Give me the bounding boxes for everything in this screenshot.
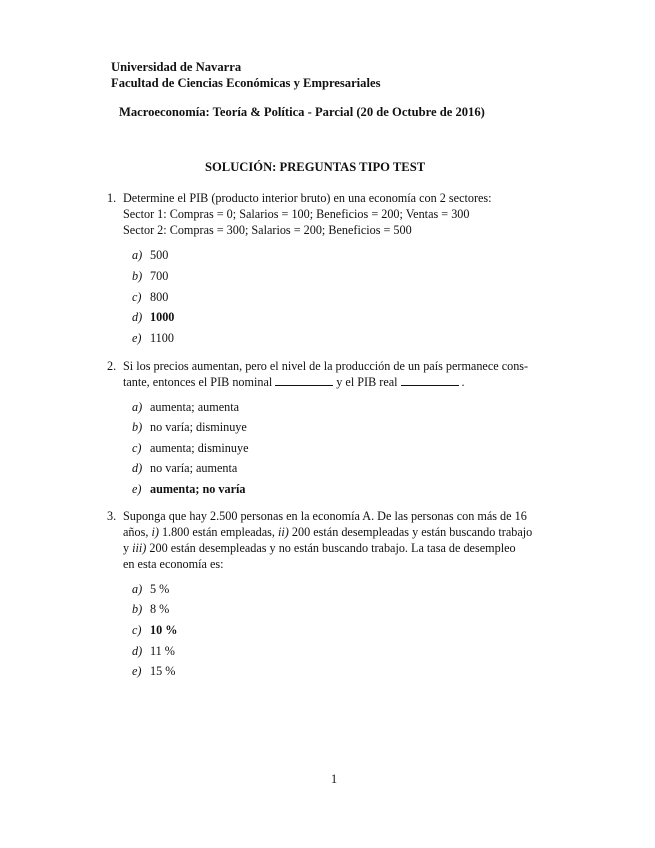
question-text: tante, entonces el PIB nominal y el PIB real . (123, 375, 465, 389)
university-name: Universidad de Navarra (111, 60, 242, 74)
faculty-name: Facultad de Ciencias Económicas y Empresariales (111, 76, 381, 90)
question-number: 3. (107, 509, 117, 523)
option: b) 8 % (132, 602, 170, 616)
option: e) 1100 (132, 331, 174, 345)
question-text: Determine el PIB (producto interior bruto) en una economía con 2 sectores: (123, 191, 492, 205)
question-number: 1. (107, 191, 117, 205)
option: a) 500 (132, 248, 169, 262)
question-text: en esta economía es: (123, 557, 224, 571)
question-text: años, i) 1.800 están empleadas, ii) 200 están desempleadas y están buscando trabajo (123, 525, 533, 539)
question-text: Si los precios aumentan, pero el nivel de la producción de un país permanece cons- (123, 359, 529, 373)
option-correct: d) 1000 (132, 310, 175, 324)
exam-title: Macroeconomía: Teoría & Política - Parcial (20 de Octubre de 2016) (119, 105, 485, 119)
option: c) 800 (132, 290, 169, 304)
question-number: 2. (107, 359, 117, 373)
option: a) 5 % (132, 582, 170, 596)
question-text: Sector 2: Compras = 300; Salarios = 200; Beneficios = 500 (123, 223, 412, 237)
option: e) 15 % (132, 664, 176, 678)
option: b) no varía; disminuye (132, 420, 247, 434)
blank-line (401, 375, 459, 386)
question-text: Suponga que hay 2.500 personas en la economía A. De las personas con más de 16 (123, 509, 527, 523)
option: d) 11 % (132, 644, 175, 658)
option-correct: e) aumenta; no varía (132, 482, 246, 496)
section-title: SOLUCIÓN: PREGUNTAS TIPO TEST (205, 160, 426, 174)
question-text: Sector 1: Compras = 0; Salarios = 100; Beneficios = 200; Ventas = 300 (123, 207, 470, 221)
question-text: y iii) 200 están desempleadas y no están buscando trabajo. La tasa de desempleo (123, 541, 516, 555)
page-number: 1 (331, 772, 338, 786)
option-correct: c) 10 % (132, 623, 178, 637)
option: b) 700 (132, 269, 169, 283)
option: c) aumenta; disminuye (132, 441, 249, 455)
option: d) no varía; aumenta (132, 461, 238, 475)
option: a) aumenta; aumenta (132, 400, 239, 414)
blank-line (275, 375, 333, 386)
